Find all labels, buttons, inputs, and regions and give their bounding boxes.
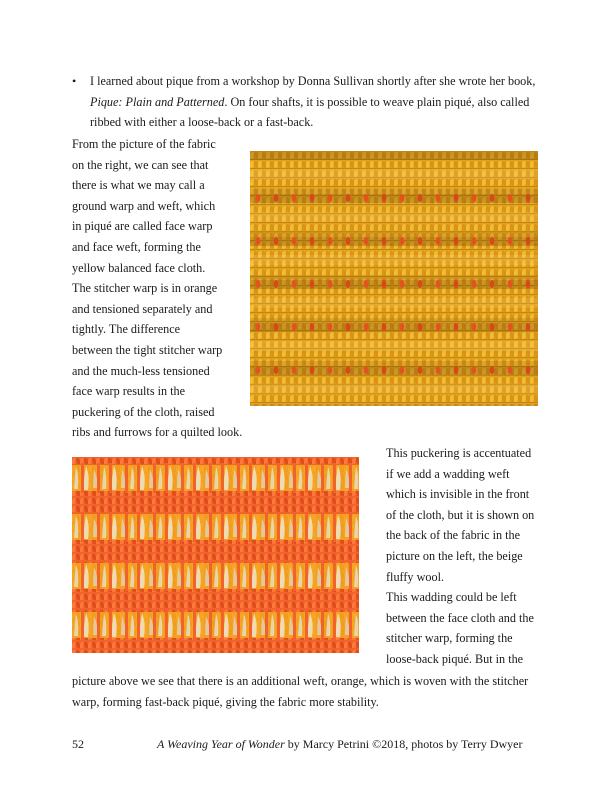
left-line: and face weft, forming the [72,240,201,254]
intro-line-3: ribbed with either a loose-back or a fast-back. [90,115,314,130]
right-line: picture on the left, the beige [386,549,523,563]
footer-credit [157,736,522,752]
left-line: The stitcher warp is in orange [72,281,218,296]
footer-credit-text: by Marcy Petrini ©2018, photos by Terry Dwyer [284,737,523,751]
left-line: From the picture of the fabric [72,137,216,151]
left-line: and the much-less tensioned [72,363,210,378]
right-line: This puckering is accentuated [386,446,532,460]
left-line: there is what we may call a [72,178,205,193]
left-line: face warp results in the [72,384,186,399]
page-number: 52 [72,737,84,751]
footer-book-title: A Weaving Year of Wonder [157,737,285,751]
right-line: which is invisible in the front [386,487,530,502]
photo-orange-pique-back [72,457,359,653]
fabric-texture-orange [72,457,359,653]
intro-line-2-rest: . On four shafts, it is possible to weave plain piqué, also called [224,94,530,109]
right-line: loose-back piqué. But in the [386,652,524,666]
closing-line-2: warp, forming fast-back piqué, giving the fabric more stability. [72,694,379,709]
intro-line-2 [90,92,529,113]
right-line: stitcher warp, forming the [386,631,513,646]
right-line: if we add a wadding weft [386,466,510,481]
left-line: puckering of the cloth, raised [72,404,215,419]
left-line: between the tight stitcher warp [72,343,223,357]
left-line: and tensioned separately and [72,301,213,316]
left-line: ground warp and weft, which [72,198,216,213]
left-line: yellow balanced face cloth. [72,260,206,275]
bullet-marker: • [72,74,77,88]
fabric-texture-yellow [250,151,538,406]
left-line: on the right, we can see that [72,157,209,172]
right-line: This wadding could be left [386,590,517,605]
right-line: fluffy wool. [386,569,444,584]
right-line: between the face cloth and the [386,610,534,625]
closing-line-1: picture above we see that there is an additional weft, orange, which is woven with the stitcher [72,674,529,688]
left-line: ribs and furrows for a quilted look. [72,425,243,440]
left-line: tightly. The difference [72,322,181,337]
left-line: in piqué are called face warp [72,219,213,234]
right-line: of the cloth, but it is shown on [386,507,535,522]
photo-yellow-pique-fabric [250,151,538,406]
book-title-pique: Pique: Plain and Patterned [90,94,225,109]
intro-line-1: I learned about pique from a workshop by Donna Sullivan shortly after she wrote her book, [90,74,536,88]
right-line: the back of the fabric in the [386,528,521,543]
